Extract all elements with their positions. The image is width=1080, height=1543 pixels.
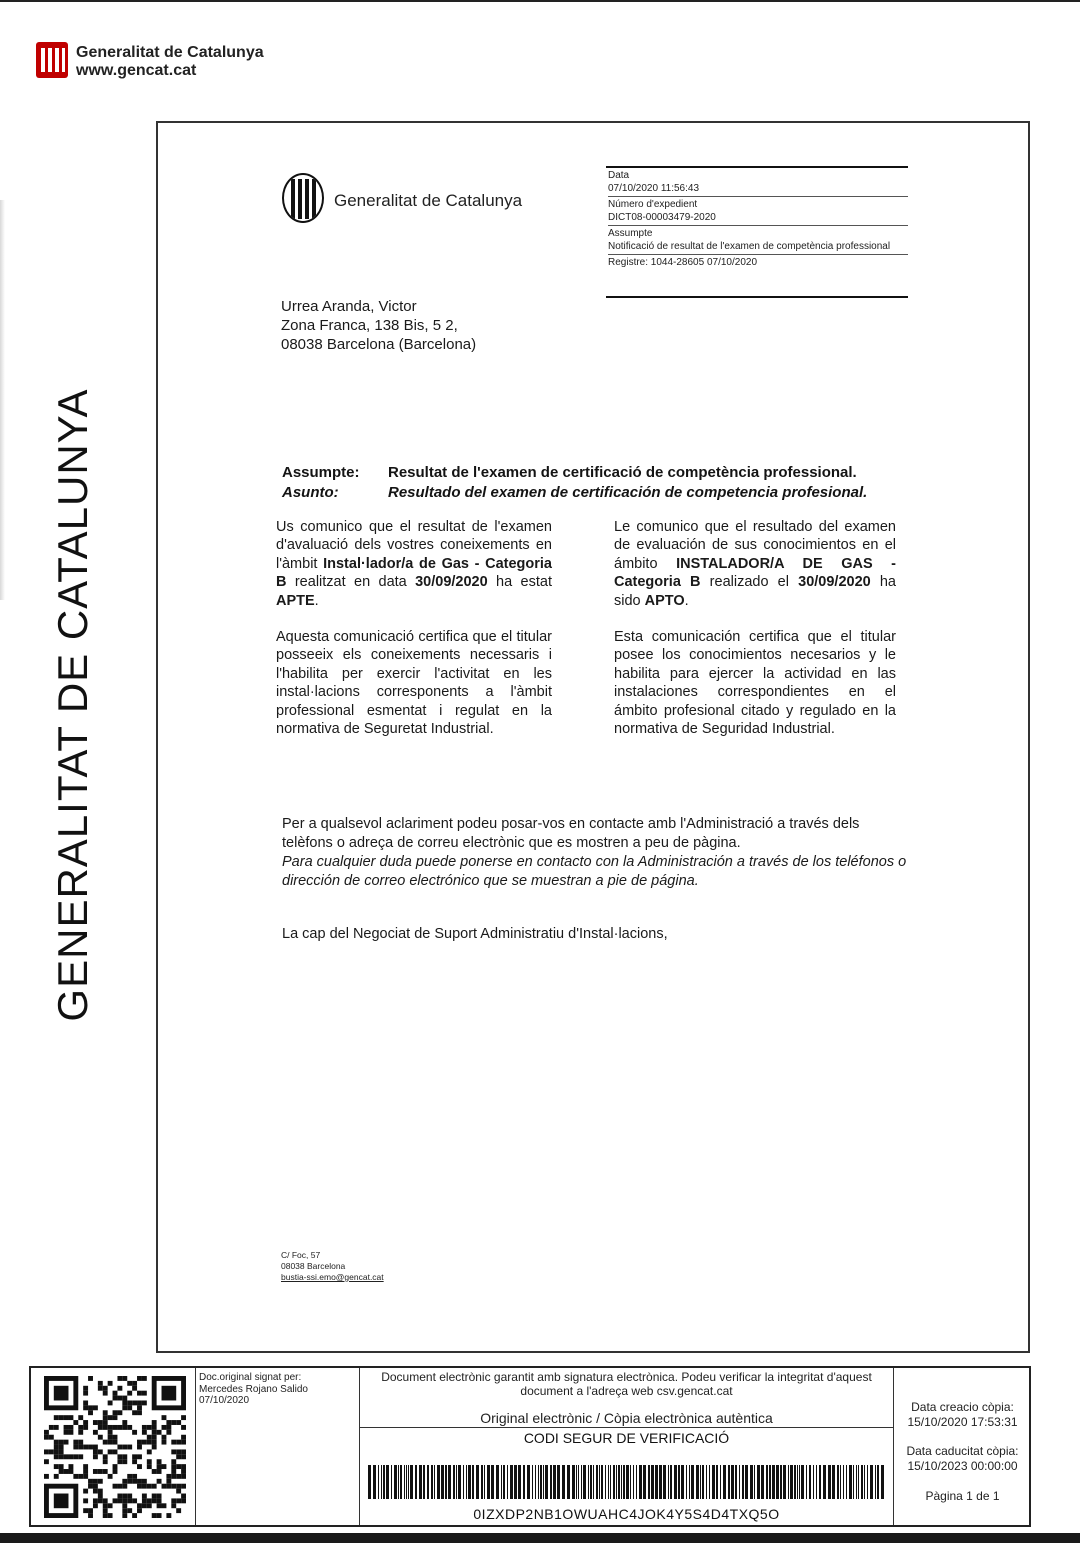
- footer-email-link[interactable]: bustia-ssi.emo@gencat.cat: [281, 1272, 384, 1282]
- signer-title: La cap del Negociat de Suport Administratiu d'Instal·lacions,: [282, 926, 668, 942]
- copy-dates-cell: [894, 1368, 1031, 1525]
- footer-street: C/ Foc, 57: [281, 1250, 321, 1260]
- body-es-field: INSTALADOR/A DE GAS - Categoria B: [614, 555, 896, 591]
- document-info-box: [606, 166, 908, 298]
- body-ca-field: Instal·lador/a de Gas - Categoria B: [276, 555, 552, 591]
- subject-ca-text: Resultat de l'examen de certificació de competència professional.: [388, 464, 857, 481]
- body-ca-date: 30/09/2020: [415, 574, 488, 591]
- body-es-paragraph-1: [614, 518, 896, 610]
- creation-date: [894, 1400, 1031, 1430]
- expiry-label: Data caducitat còpia:: [906, 1444, 1019, 1458]
- qr-cell: [31, 1368, 196, 1525]
- contact-es: Para cualquier duda puede ponerse en contacto con la Administración a través de los teléfonos o dirección de correo electrónico que se muestran a pie de página.: [282, 854, 907, 889]
- footer-city: 08038 Barcelona: [281, 1261, 346, 1271]
- info-registre: Registre: 1044-28605 07/10/2020: [608, 257, 758, 268]
- body-es-p1-end: .: [684, 592, 689, 609]
- barcode-icon: [368, 1465, 886, 1499]
- creation-label: Data creacio còpia:: [911, 1400, 1014, 1414]
- body-catalan: [276, 518, 552, 756]
- body-ca-p1-end: .: [314, 592, 319, 609]
- info-subject-value: Notificació de resultat de l'examen de competència professional: [608, 240, 891, 252]
- body-es-p1-pre: Le comunico que el resultado del examen de evaluación de sus conocimientos en el ámbito: [614, 519, 896, 572]
- subject-es: [282, 483, 867, 503]
- recipient-name: Urrea Aranda, Victor: [281, 298, 417, 315]
- signature-cell: [196, 1368, 360, 1525]
- side-title: GENERALITAT DE CATALUNYA: [49, 388, 96, 1022]
- creation-value: 15/10/2020 17:53:31: [907, 1415, 1018, 1429]
- body-ca-p1-post: ha estat: [487, 574, 552, 591]
- body-ca-p1-pre: Us comunico que el resultat de l'examen d'avaluació dels vostres coneixements en l'àmbit: [276, 519, 552, 572]
- subject-block: [282, 463, 867, 503]
- subject-es-text: Resultado del examen de certificación de competencia profesional.: [388, 484, 868, 501]
- gencat-logo-icon: [36, 42, 68, 78]
- header-website[interactable]: www.gencat.cat: [76, 62, 197, 79]
- page-edge-shadow: [0, 200, 5, 600]
- recipient-street: Zona Franca, 138 Bis, 5 2,: [281, 317, 458, 334]
- body-ca-result: APTE: [276, 592, 315, 609]
- info-expedient-value: DICT08-00003479-2020: [608, 211, 716, 223]
- info-date: [608, 168, 908, 197]
- signed-by-label: Doc.original signat per:: [199, 1372, 302, 1383]
- body-ca-paragraph-1: [276, 518, 552, 610]
- footer-address: [281, 1250, 384, 1283]
- info-date-label: Data: [608, 170, 630, 181]
- recipient-address: [281, 297, 476, 354]
- letterhead-org-name: Generalitat de Catalunya: [334, 191, 523, 210]
- info-date-value: 07/10/2020 11:56:43: [608, 182, 700, 194]
- body-spanish: [614, 518, 896, 756]
- body-es-p1-mid: realizado el: [700, 574, 799, 591]
- page-info: Pàgina 1 de 1: [925, 1489, 1000, 1503]
- signer-name: Mercedes Rojano Salido: [199, 1383, 308, 1395]
- body-es-date: 30/09/2020: [798, 574, 871, 591]
- codi-value: 0IZXDP2NB1OWUAHC4JOK4Y5S4D4TXQ5O: [473, 1506, 780, 1522]
- info-subject: [608, 226, 908, 255]
- body-es-paragraph-2: Esta comunicación certifica que el titular posee los conocimientos necesarios y le habilita para ejercer la actividad en las instalaciones correspondientes en el ámbito profesional citado y regulado en la normativa de Seguridad Industrial.: [614, 629, 896, 738]
- verification-box: [29, 1366, 1031, 1527]
- info-expedient: [608, 197, 908, 226]
- header-org: [76, 44, 264, 80]
- subject-es-label: Asunto:: [282, 484, 339, 501]
- recipient-city: 08038 Barcelona (Barcelona): [281, 336, 477, 353]
- original-label: Original electrònic / Còpia electrònica autèntica: [480, 1410, 773, 1426]
- info-expedient-label: Número d'expedient: [608, 199, 698, 210]
- body-ca-p1-mid: realitzat en data: [286, 574, 416, 591]
- body-es-p1-post: ha sido: [614, 574, 896, 609]
- expiry-date: [894, 1444, 1031, 1474]
- codi-title: CODI SEGUR DE VERIFICACIÓ: [523, 1430, 730, 1446]
- letterhead-logo-icon: [282, 173, 324, 223]
- verification-middle: [360, 1368, 894, 1525]
- body-es-result: APTO: [644, 592, 685, 609]
- top-border: [0, 0, 1080, 2]
- bottom-border: [0, 1533, 1080, 1543]
- expiry-value: 15/10/2023 00:00:00: [907, 1459, 1018, 1473]
- signed-date: 07/10/2020: [199, 1395, 250, 1406]
- info-subject-label: Assumpte: [608, 228, 653, 239]
- contact-block: [282, 815, 908, 891]
- body-ca-paragraph-2: Aquesta comunicació certifica que el titular posseeix els coneixements necessaris i l'habilita per exercir l'activitat en les instal·lacions corresponents a l'àmbit professional esmentat i regulat en la normativa de Seguretat Industrial.: [276, 629, 552, 738]
- contact-ca: Per a qualsevol aclariment podeu posar-vos en contacte amb l'Administració a través dels telèfons o adreça de correu electrònic que es mostren a peu de pàgina.: [282, 816, 860, 851]
- header-org-name: Generalitat de Catalunya: [76, 44, 264, 61]
- subject-ca: [282, 463, 867, 483]
- qr-code-icon[interactable]: [44, 1376, 186, 1518]
- verification-notice-text: Document electrònic garantit amb signatura electrònica. Podeu verificar la integritat d'aquest document a l'adreça web csv.gencat.cat: [381, 1370, 872, 1398]
- subject-ca-label: Assumpte:: [282, 464, 360, 481]
